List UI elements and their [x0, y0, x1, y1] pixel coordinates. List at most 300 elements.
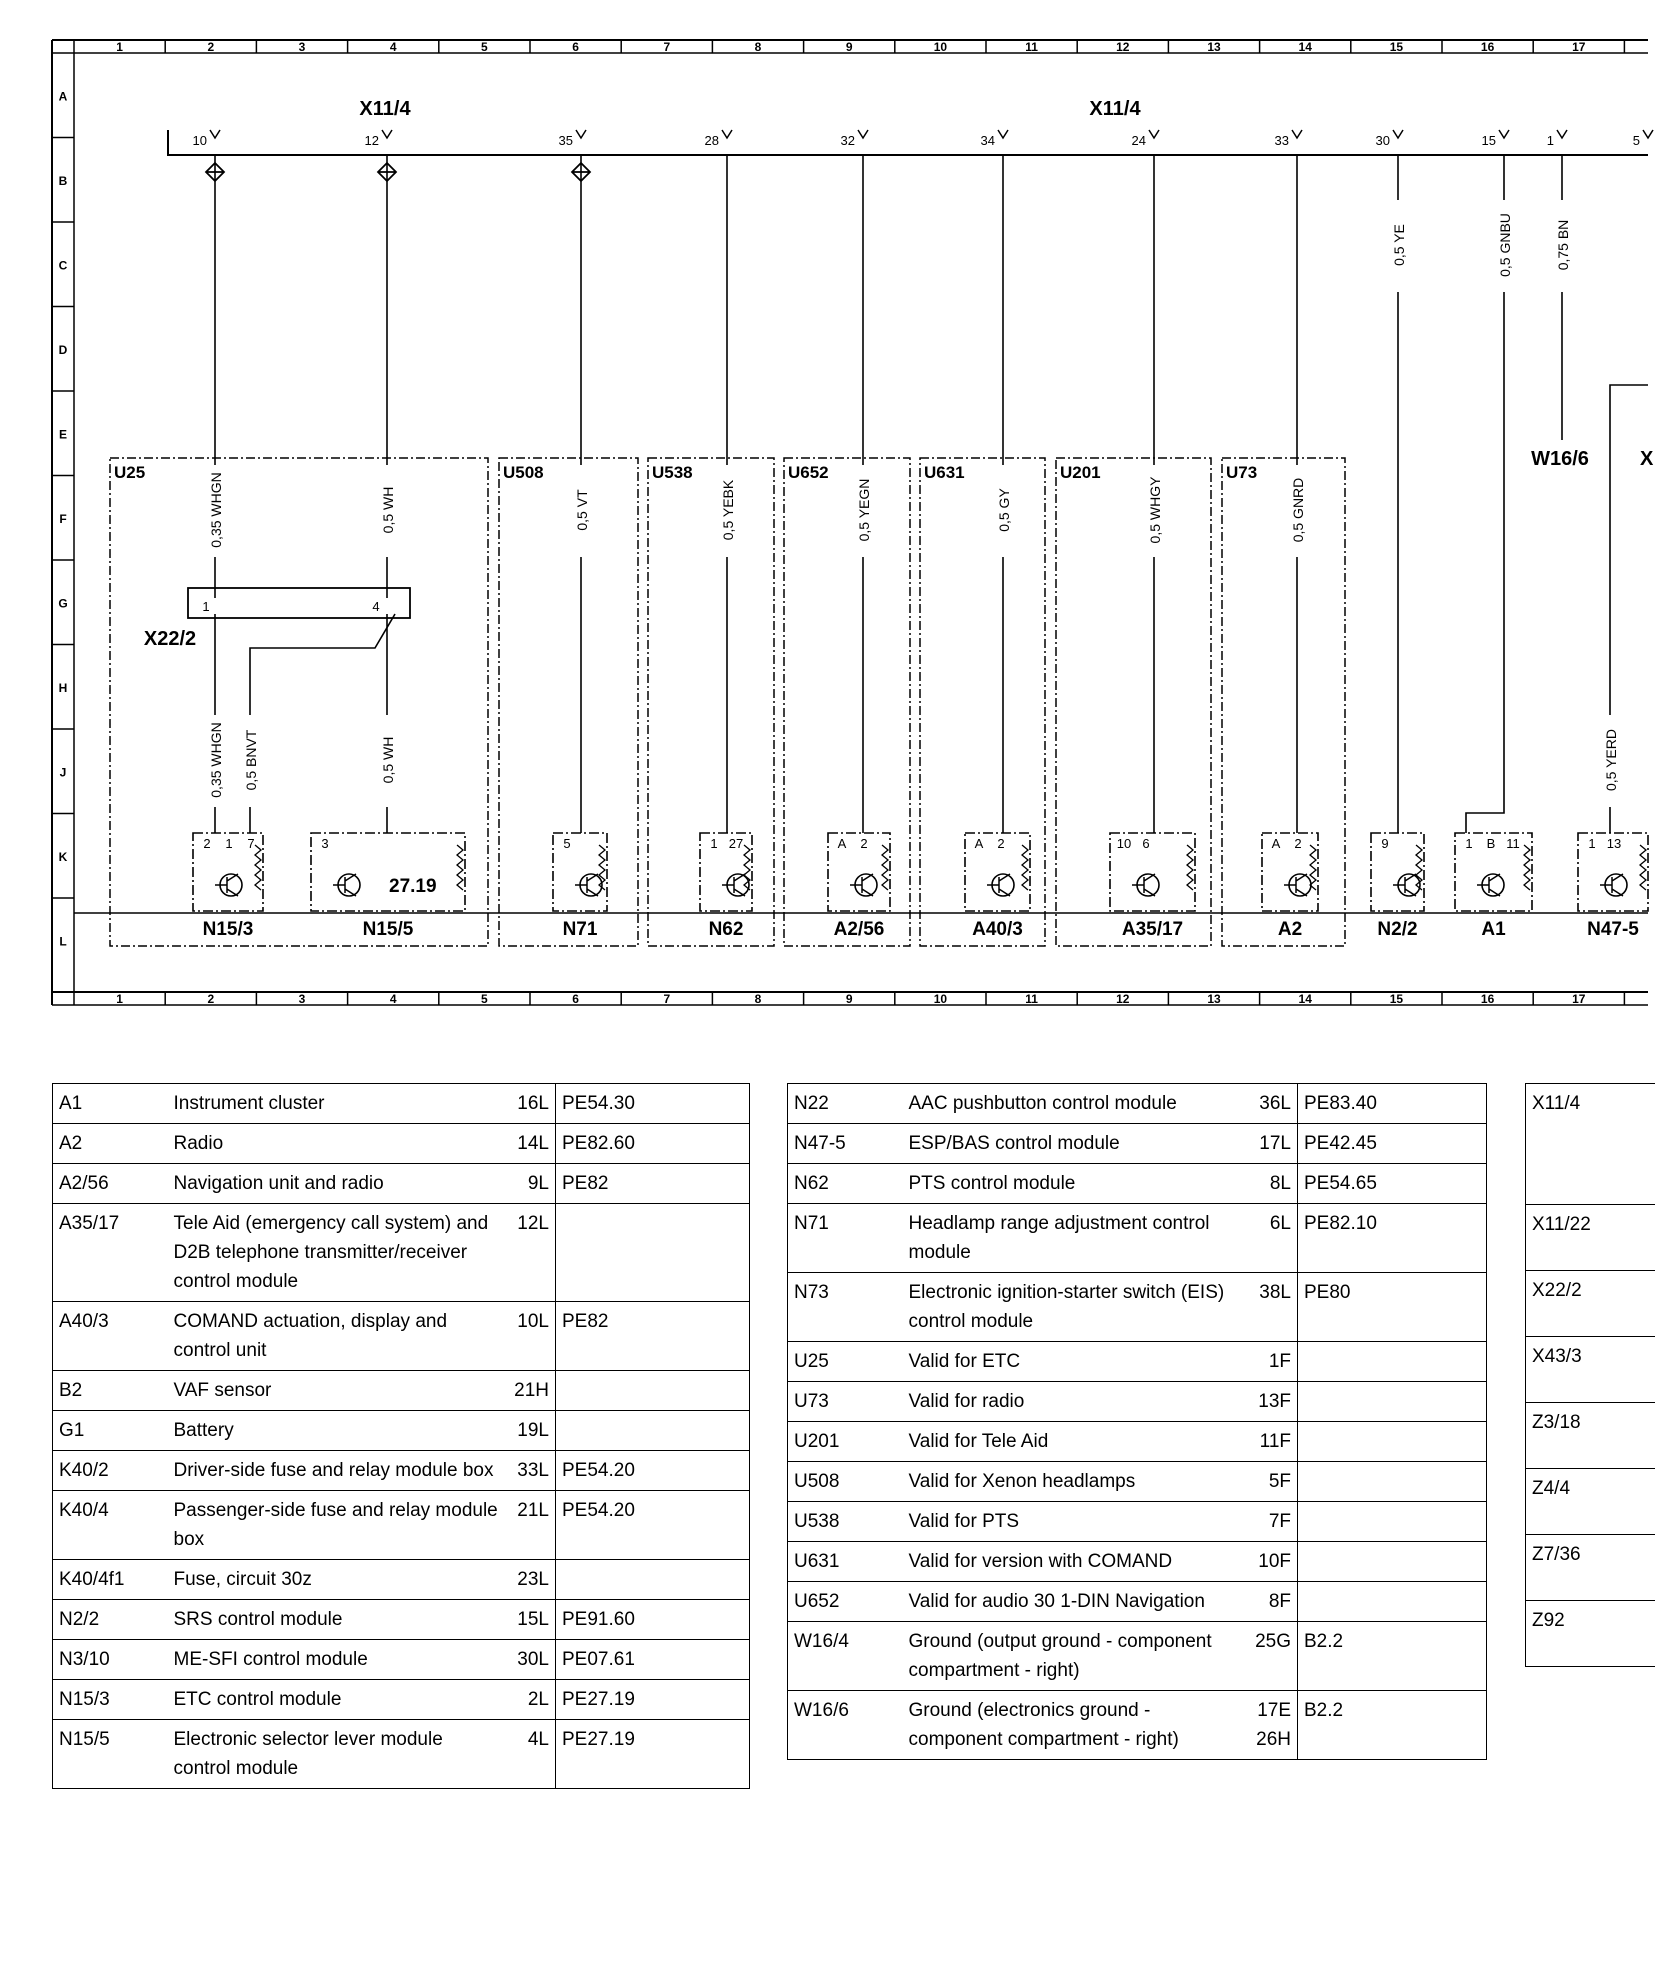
wire-label-w24: 0,5 WHGY: [1147, 476, 1163, 544]
legend-row: [53, 1204, 750, 1302]
legend-code: Z92: [1526, 1601, 1655, 1667]
legend-code: U201: [788, 1422, 903, 1462]
wire-label-w28: 0,5 YEBK: [720, 479, 736, 541]
module-label: A2: [1277, 919, 1303, 940]
module-label: N71: [562, 919, 598, 940]
legend-desc: COMAND actuation, display and control unit: [168, 1302, 508, 1371]
legend-code: N2/2: [53, 1600, 168, 1640]
legend-ref: B2.2: [1298, 1622, 1487, 1691]
legend-code: N3/10: [53, 1640, 168, 1680]
validity-group-label: U631: [924, 463, 965, 482]
module-pin: B: [1486, 836, 1496, 851]
pin-fork: [1557, 130, 1567, 138]
module-label: N47-5: [1587, 919, 1639, 940]
legend-ref: [1298, 1582, 1487, 1622]
legend-row: [53, 1560, 750, 1600]
legend-row: [53, 1084, 750, 1124]
col-number-bottom: 10: [933, 992, 948, 1006]
legend-desc: VAF sensor: [168, 1371, 508, 1411]
row-letter: F: [59, 511, 67, 526]
col-number-bottom: 13: [1207, 992, 1221, 1006]
connector-label-w16-6: W16/6: [1531, 448, 1589, 470]
legend-desc: Ground (electronics ground - component compartment - right): [903, 1691, 1243, 1760]
bus-pin-number: 28: [704, 133, 719, 148]
pin-fork: [1149, 130, 1159, 138]
module-pin: A: [837, 836, 847, 851]
legend-code: Z3/18: [1526, 1403, 1655, 1469]
legend-ref: PE54.65: [1298, 1164, 1487, 1204]
col-number-top: 16: [1480, 40, 1495, 54]
col-number-top: 10: [933, 40, 948, 54]
wire-label-w1: 0,75 BN: [1555, 219, 1571, 271]
module-label: N15/5: [362, 919, 414, 940]
validity-group-label: U73: [1226, 463, 1258, 482]
col-number-top: 5: [481, 40, 488, 54]
legend-desc: Ground (output ground - component compartment - right): [903, 1622, 1243, 1691]
legend-loc: 17E 26H: [1243, 1691, 1298, 1760]
legend-loc: 38L: [1243, 1273, 1298, 1342]
legend-desc: AAC pushbutton control module: [903, 1084, 1243, 1124]
pin-fork: [1393, 130, 1403, 138]
module-pin: 2: [997, 836, 1005, 851]
connector-label-x11-4-left: X11/4: [359, 98, 411, 120]
legend-row: [53, 1411, 750, 1451]
legend-code: G1: [53, 1411, 168, 1451]
legend-row: [788, 1342, 1487, 1382]
module-pin: 6: [1142, 836, 1150, 851]
legend-row: [1526, 1084, 1655, 1205]
legend-row: [788, 1382, 1487, 1422]
legend-desc: Valid for PTS: [903, 1502, 1243, 1542]
module-box: [553, 833, 607, 911]
row-letter: B: [58, 173, 68, 188]
legend-row: [53, 1720, 750, 1789]
legend-row: [788, 1622, 1487, 1691]
row-letter: L: [59, 934, 67, 949]
legend-row: [788, 1462, 1487, 1502]
grid-row-letters: [52, 89, 74, 948]
wire-label-w30: 0,5 YE: [1391, 224, 1407, 266]
col-number-top: 2: [207, 40, 215, 54]
legend-ref: PE42.45: [1298, 1124, 1487, 1164]
connector-labels: [144, 98, 1654, 650]
wire-label-w35: 0,5 VT: [574, 489, 590, 531]
legend-code: W16/4: [788, 1622, 903, 1691]
pin-fork: [1499, 130, 1509, 138]
legend-desc: Navigation unit and radio: [168, 1164, 508, 1204]
legend-row: [788, 1273, 1487, 1342]
legend-code: U538: [788, 1502, 903, 1542]
legend-desc: ETC control module: [168, 1680, 508, 1720]
legend-loc: 2L: [508, 1680, 556, 1720]
row-letter: J: [59, 765, 67, 780]
legend-row: [788, 1204, 1487, 1273]
module-pin: 3: [321, 836, 329, 851]
legend-loc: 16L: [508, 1084, 556, 1124]
row-letter: A: [58, 89, 68, 104]
legend-loc: 12L: [508, 1204, 556, 1302]
col-number-bottom: 4: [389, 992, 397, 1006]
connector-label-x11-4-right: X11/4: [1089, 98, 1141, 120]
legend-desc: Instrument cluster: [168, 1084, 508, 1124]
col-number-bottom: 6: [572, 992, 579, 1006]
col-number-top: 15: [1389, 40, 1404, 54]
legend-desc: Radio: [168, 1124, 508, 1164]
col-number-top: 11: [1025, 40, 1038, 54]
legend-code: U25: [788, 1342, 903, 1382]
legend-row: [53, 1680, 750, 1720]
col-number-top: 1: [116, 40, 123, 54]
module-pin: A: [974, 836, 984, 851]
legend-row: [788, 1582, 1487, 1622]
legend-code: A40/3: [53, 1302, 168, 1371]
legend-desc: PTS control module: [903, 1164, 1243, 1204]
bus-pin-number: 24: [1131, 133, 1146, 148]
pin-fork: [576, 130, 586, 138]
col-number-top: 6: [572, 40, 579, 54]
legend-desc: Valid for radio: [903, 1382, 1243, 1422]
wire-label-w_yerd: 0,5 YERD: [1603, 729, 1619, 791]
legend-desc: Driver-side fuse and relay module box: [168, 1451, 508, 1491]
module-pin: 1: [1588, 836, 1596, 851]
row-letter: H: [58, 680, 68, 695]
pin-fork: [722, 130, 732, 138]
wire-label-w10b: 0,35 WHGN: [208, 722, 224, 798]
legend-loc: 15L: [508, 1600, 556, 1640]
module-pin: 2: [203, 836, 211, 851]
legend-row: [788, 1502, 1487, 1542]
legend-code: Z4/4: [1526, 1469, 1655, 1535]
legend-code: X43/3: [1526, 1337, 1655, 1403]
validity-group-label: U538: [652, 463, 693, 482]
legend-loc: 10L: [508, 1302, 556, 1371]
x22-pin-1: 1: [202, 599, 210, 614]
wire-color-labels: [207, 200, 1619, 807]
bus-pin-number: 33: [1274, 133, 1289, 148]
legend-row: [53, 1640, 750, 1680]
legend-code: K40/4: [53, 1491, 168, 1560]
legend-code: U631: [788, 1542, 903, 1582]
legend-row: [1526, 1205, 1655, 1271]
legend-desc: Valid for version with COMAND: [903, 1542, 1243, 1582]
pin-fork: [998, 130, 1008, 138]
col-number-top: 13: [1207, 40, 1221, 54]
bus-pin-number: 15: [1481, 133, 1496, 148]
pin-fork: [210, 130, 220, 138]
module-pin: 1: [710, 836, 718, 851]
module-box: [1262, 833, 1318, 911]
module-pin: 7: [247, 836, 255, 851]
col-number-bottom: 15: [1389, 992, 1404, 1006]
legend-loc: 5F: [1243, 1462, 1298, 1502]
col-number-top: 9: [845, 40, 853, 54]
legend-row: [1526, 1601, 1655, 1667]
legend-desc: Valid for audio 30 1-DIN Navigation: [903, 1582, 1243, 1622]
module-label: A1: [1481, 919, 1506, 940]
wire-label-w10a: 0,35 WHGN: [208, 472, 224, 548]
module-pin: 13: [1606, 836, 1622, 851]
wire-lines: [215, 155, 1648, 843]
validity-group-label: U652: [788, 463, 829, 482]
legend-loc: 6L: [1243, 1204, 1298, 1273]
legend-code: N73: [788, 1273, 903, 1342]
legend-code: Z7/36: [1526, 1535, 1655, 1601]
col-number-top: 12: [1116, 40, 1130, 54]
legend-ref: [556, 1371, 750, 1411]
legend-desc: Battery: [168, 1411, 508, 1451]
legend-loc: 7F: [1243, 1502, 1298, 1542]
legend-loc: 21L: [508, 1491, 556, 1560]
col-number-bottom: 1: [116, 992, 123, 1006]
legend-code: A1: [53, 1084, 168, 1124]
wire-label-w12a: 0,5 WH: [380, 486, 396, 534]
module-pin: 2: [860, 836, 868, 851]
legend-desc: Valid for ETC: [903, 1342, 1243, 1382]
legend-ref: PE54.20: [556, 1451, 750, 1491]
legend-code: N62: [788, 1164, 903, 1204]
legend-row: [53, 1600, 750, 1640]
legend-code: N47-5: [788, 1124, 903, 1164]
legend-loc: 8F: [1243, 1582, 1298, 1622]
module-pin: 27: [728, 836, 744, 851]
module-label: A35/17: [1121, 919, 1184, 940]
wire-label-w33: 0,5 GNRD: [1290, 477, 1306, 543]
legend-loc: 14L: [508, 1124, 556, 1164]
module-reference: 27.19: [389, 876, 437, 897]
shield-splices: [206, 163, 590, 181]
validity-group-label: U508: [503, 463, 544, 482]
legend-row: [1526, 1403, 1655, 1469]
module-pin: 1: [1465, 836, 1473, 851]
row-letter: D: [58, 342, 68, 357]
legend-loc: 10F: [1243, 1542, 1298, 1582]
legend-desc: Electronic selector lever module control module: [168, 1720, 508, 1789]
module-pin: 11: [1506, 836, 1520, 851]
col-number-bottom: 14: [1298, 992, 1312, 1006]
legend-ref: [556, 1560, 750, 1600]
col-number-bottom: 2: [207, 992, 215, 1006]
row-letter: G: [58, 596, 68, 611]
legend-ref: PE83.40: [1298, 1084, 1487, 1124]
legend-desc: Fuse, circuit 30z: [168, 1560, 508, 1600]
col-number-top: 17: [1572, 40, 1586, 54]
module-pin: 9: [1381, 836, 1389, 851]
legend-row: [788, 1542, 1487, 1582]
legend-loc: 23L: [508, 1560, 556, 1600]
legend-ref: [1298, 1502, 1487, 1542]
legend-loc: 8L: [1243, 1164, 1298, 1204]
legend-code: K40/2: [53, 1451, 168, 1491]
col-number-bottom: 12: [1116, 992, 1130, 1006]
module-pin: A: [1271, 836, 1281, 851]
col-number-bottom: 5: [481, 992, 488, 1006]
legend-code: U652: [788, 1582, 903, 1622]
wire-label-w15: 0,5 GNBU: [1497, 213, 1513, 277]
pin-fork: [1292, 130, 1302, 138]
module-label: N2/2: [1377, 919, 1418, 940]
bus-pin-number: 30: [1375, 133, 1390, 148]
legend-ref: [556, 1411, 750, 1451]
legend-code: X11/22: [1526, 1205, 1655, 1271]
legend-loc: 17L: [1243, 1124, 1298, 1164]
legend-loc: 9L: [508, 1164, 556, 1204]
legend-desc: Passenger-side fuse and relay module box: [168, 1491, 508, 1560]
connector-label-x22-2: X22/2: [143, 628, 197, 650]
module-pin: 10: [1116, 836, 1132, 851]
legend-code: A2/56: [53, 1164, 168, 1204]
legend-row: [788, 1124, 1487, 1164]
legend-loc: 21H: [508, 1371, 556, 1411]
legend-code: N15/5: [53, 1720, 168, 1789]
legend-code: U508: [788, 1462, 903, 1502]
legend-desc: Electronic ignition-starter switch (EIS) control module: [903, 1273, 1243, 1342]
legend-loc: 25G: [1243, 1622, 1298, 1691]
legend-row: [1526, 1535, 1655, 1601]
bus-pin-number: 12: [364, 133, 379, 148]
legend-row: [788, 1164, 1487, 1204]
validity-group-label: U25: [114, 463, 146, 482]
legend-ref: [1298, 1542, 1487, 1582]
legend-ref: [1298, 1462, 1487, 1502]
legend-ref: [1298, 1342, 1487, 1382]
module-label: A40/3: [972, 919, 1023, 940]
legend-loc: 33L: [508, 1451, 556, 1491]
legend-ref: PE27.19: [556, 1680, 750, 1720]
legend-ref: PE82: [556, 1302, 750, 1371]
col-number-bottom: 16: [1480, 992, 1495, 1006]
legend-code: X22/2: [1526, 1271, 1655, 1337]
legend-ref: PE91.60: [556, 1600, 750, 1640]
legend-table-right: [1525, 1083, 1655, 1667]
wire-label-w32: 0,5 YEGN: [856, 478, 872, 542]
pin-fork: [1643, 130, 1653, 138]
bus-pin-number: 35: [558, 133, 573, 148]
legend-ref: PE54.30: [556, 1084, 750, 1124]
legend-row: [53, 1371, 750, 1411]
legend-row: [53, 1164, 750, 1204]
module-box: [1371, 833, 1424, 911]
legend-code: X11/4: [1526, 1084, 1655, 1205]
module-box: [700, 833, 752, 911]
legend-row: [788, 1422, 1487, 1462]
legend-loc: 36L: [1243, 1084, 1298, 1124]
wire-label-w_bnvt: 0,5 BNVT: [243, 729, 259, 791]
legend-code: N15/3: [53, 1680, 168, 1720]
col-number-bottom: 8: [754, 992, 762, 1006]
legend-ref: PE82.60: [556, 1124, 750, 1164]
module-pin: 1: [225, 836, 233, 851]
legend-row: [53, 1491, 750, 1560]
module-pin: 2: [1294, 836, 1302, 851]
legend-table-left: [52, 1083, 750, 1789]
legend-loc: 13F: [1243, 1382, 1298, 1422]
bus-pin-number: 10: [192, 133, 207, 148]
legend-row: [53, 1302, 750, 1371]
module-pin: 5: [563, 836, 571, 851]
legend-code: B2: [53, 1371, 168, 1411]
connector-label-x: X: [1640, 448, 1654, 470]
legend-ref: [1298, 1382, 1487, 1422]
legend-ref: PE54.20: [556, 1491, 750, 1560]
legend-loc: 1F: [1243, 1342, 1298, 1382]
legend-ref: B2.2: [1298, 1691, 1487, 1760]
module-box: [311, 833, 465, 911]
row-letter: K: [58, 849, 68, 864]
col-number-top: 4: [389, 40, 397, 54]
legend-row: [1526, 1337, 1655, 1403]
module-label: N15/3: [202, 919, 254, 940]
col-number-top: 3: [298, 40, 306, 54]
legend-code: U73: [788, 1382, 903, 1422]
connector-pin-labels: [193, 130, 1653, 614]
bus-pin-number: 32: [840, 133, 855, 148]
bus-pin-number: 34: [980, 133, 995, 148]
row-letter: C: [58, 258, 68, 273]
col-number-bottom: 7: [663, 992, 671, 1006]
module-label: A2/56: [833, 919, 885, 940]
legend-code: N22: [788, 1084, 903, 1124]
legend-desc: Tele Aid (emergency call system) and D2B telephone transmitter/receiver control module: [168, 1204, 508, 1302]
col-number-bottom: 17: [1572, 992, 1586, 1006]
col-number-top: 7: [663, 40, 671, 54]
legend-ref: [1298, 1422, 1487, 1462]
legend-loc: 4L: [508, 1720, 556, 1789]
col-number-top: 14: [1298, 40, 1312, 54]
legend-row: [53, 1451, 750, 1491]
legend-ref: [556, 1204, 750, 1302]
legend-row: [1526, 1469, 1655, 1535]
pin-fork: [382, 130, 392, 138]
legend-code: K40/4f1: [53, 1560, 168, 1600]
pin-fork: [858, 130, 868, 138]
legend-loc: 19L: [508, 1411, 556, 1451]
col-number-bottom: 11: [1025, 992, 1038, 1006]
wire-label-w12b: 0,5 WH: [380, 736, 396, 784]
legend-code: N71: [788, 1204, 903, 1273]
legend-row: [788, 1691, 1487, 1760]
x22-pin-4: 4: [372, 599, 380, 614]
legend-ref: PE82.10: [1298, 1204, 1487, 1273]
legend-code: A35/17: [53, 1204, 168, 1302]
legend-ref: PE07.61: [556, 1640, 750, 1680]
legend-row: [1526, 1271, 1655, 1337]
legend-ref: PE82: [556, 1164, 750, 1204]
bus-pin-number: 5: [1632, 133, 1640, 148]
col-number-bottom: 9: [845, 992, 853, 1006]
legend-row: [788, 1084, 1487, 1124]
legend-table-middle: [787, 1083, 1487, 1760]
bus-pin-number: 1: [1546, 133, 1554, 148]
col-number-top: 8: [754, 40, 762, 54]
wire-label-w34: 0,5 GY: [996, 488, 1012, 532]
legend-ref: PE80: [1298, 1273, 1487, 1342]
legend-code: W16/6: [788, 1691, 903, 1760]
legend-desc: SRS control module: [168, 1600, 508, 1640]
legend-row: [53, 1124, 750, 1164]
module-label: N62: [708, 919, 744, 940]
legend-desc: Valid for Xenon headlamps: [903, 1462, 1243, 1502]
col-number-bottom: 3: [298, 992, 306, 1006]
legend-desc: ESP/BAS control module: [903, 1124, 1243, 1164]
legend-ref: PE27.19: [556, 1720, 750, 1789]
validity-group-label: U201: [1060, 463, 1101, 482]
legend-loc: 11F: [1243, 1422, 1298, 1462]
row-letter: E: [58, 427, 68, 442]
legend-desc: ME-SFI control module: [168, 1640, 508, 1680]
legend-code: A2: [53, 1124, 168, 1164]
legend-desc: Valid for Tele Aid: [903, 1422, 1243, 1462]
legend-desc: Headlamp range adjustment control module: [903, 1204, 1243, 1273]
